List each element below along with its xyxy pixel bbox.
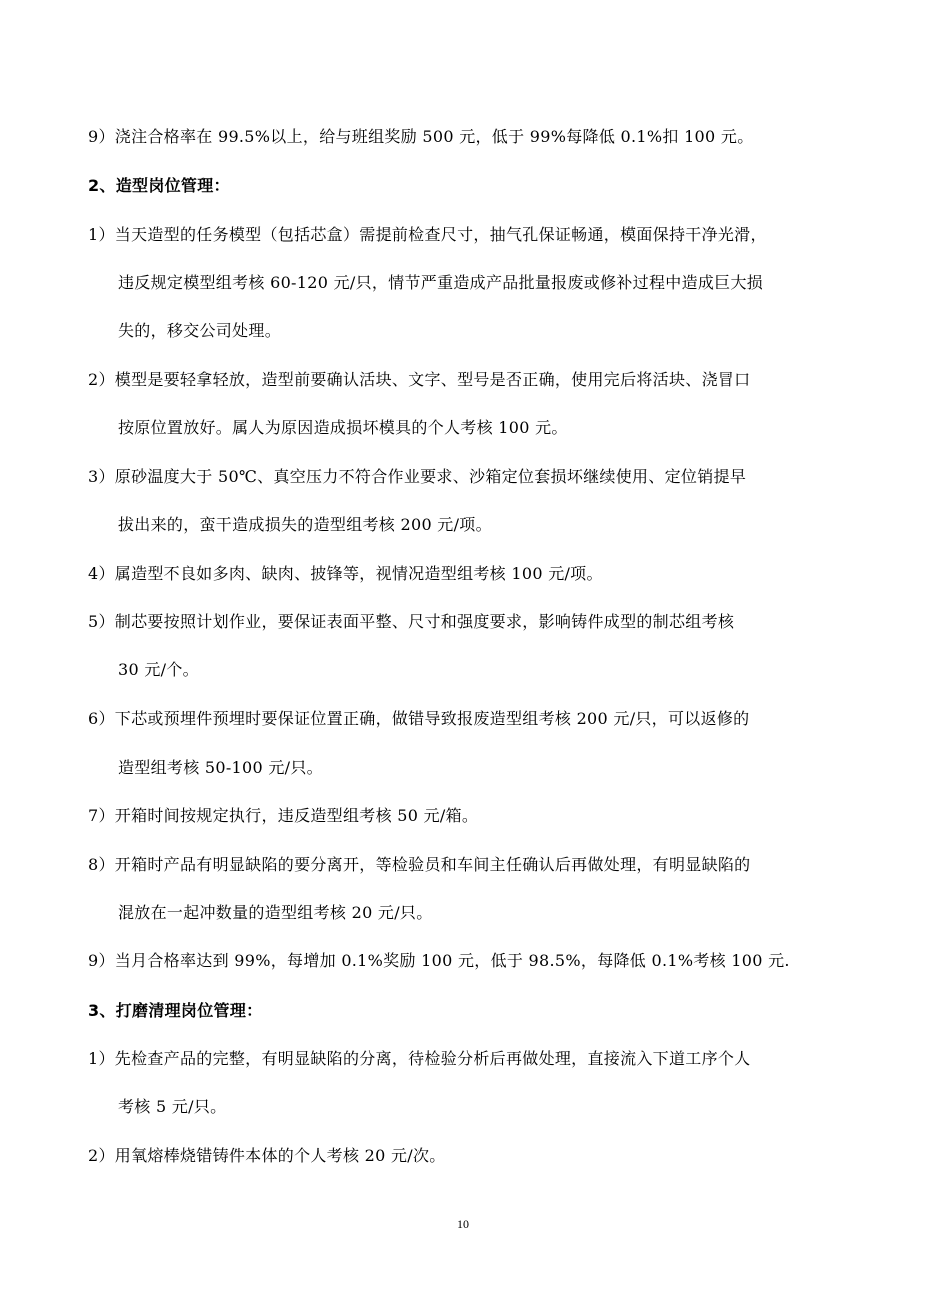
molding-item-4: 4）属造型不良如多肉、缺肉、披锋等，视情况造型组考核 100 元/项。 — [88, 564, 603, 583]
grinding-item-1-line-1: 1）先检查产品的完整，有明显缺陷的分离，待检验分析后再做处理，直接流入下道工序个人 — [88, 1049, 751, 1068]
molding-item-1-line-2: 违反规定模型组考核 60-120 元/只，情节严重造成产品批量报废或修补过程中造成巨大损 — [118, 273, 764, 292]
molding-item-9: 9）当月合格率达到 99%，每增加 0.1%奖励 100 元，低于 98.5%，每降低 0.1%考核 100 元. — [88, 951, 790, 970]
molding-item-1-line-1: 1）当天造型的任务模型（包括芯盒）需提前检查尺寸，抽气孔保证畅通，模面保持干净光滑， — [88, 225, 767, 244]
molding-item-7: 7）开箱时间按规定执行，违反造型组考核 50 元/箱。 — [88, 806, 479, 825]
page-number: 10 — [457, 1217, 469, 1231]
grinding-item-1-line-2: 考核 5 元/只。 — [118, 1097, 227, 1116]
molding-item-3-line-2: 拔出来的，蛮干造成损失的造型组考核 200 元/项。 — [118, 515, 492, 534]
molding-item-6-line-1: 6）下芯或预埋件预埋时要保证位置正确，做错导致报废造型组考核 200 元/只，可以返修的 — [88, 709, 750, 728]
molding-item-8-line-1: 8）开箱时产品有明显缺陷的要分离开，等检验员和车间主任确认后再做处理，有明显缺陷的 — [88, 855, 751, 874]
section-heading-molding: 2、造型岗位管理： — [88, 176, 230, 195]
paragraph-9-pouring-rate: 9）浇注合格率在 99.5%以上，给与班组奖励 500 元，低于 99%每降低 0.1%扣 100 元。 — [88, 127, 754, 146]
molding-item-1-line-3: 失的，移交公司处理。 — [118, 321, 282, 340]
section-heading-grinding: 3、打磨清理岗位管理： — [88, 1001, 263, 1020]
molding-item-2-line-2: 按原位置放好。属人为原因造成损坏模具的个人考核 100 元。 — [118, 418, 568, 437]
molding-item-8-line-2: 混放在一起冲数量的造型组考核 20 元/只。 — [118, 903, 433, 922]
molding-item-6-line-2: 造型组考核 50-100 元/只。 — [118, 758, 323, 777]
molding-item-3-line-1: 3）原砂温度大于 50℃、真空压力不符合作业要求、沙箱定位套损坏继续使用、定位销提早 — [88, 467, 747, 486]
molding-item-5-line-1: 5）制芯要按照计划作业，要保证表面平整、尺寸和强度要求，影响铸件成型的制芯组考核 — [88, 612, 735, 631]
molding-item-5-line-2: 30 元/个。 — [118, 660, 199, 679]
molding-item-2-line-1: 2）模型是要轻拿轻放，造型前要确认活块、文字、型号是否正确，使用完后将活块、浇冒口 — [88, 370, 751, 389]
grinding-item-2: 2）用氧熔棒烧错铸件本体的个人考核 20 元/次。 — [88, 1146, 446, 1165]
